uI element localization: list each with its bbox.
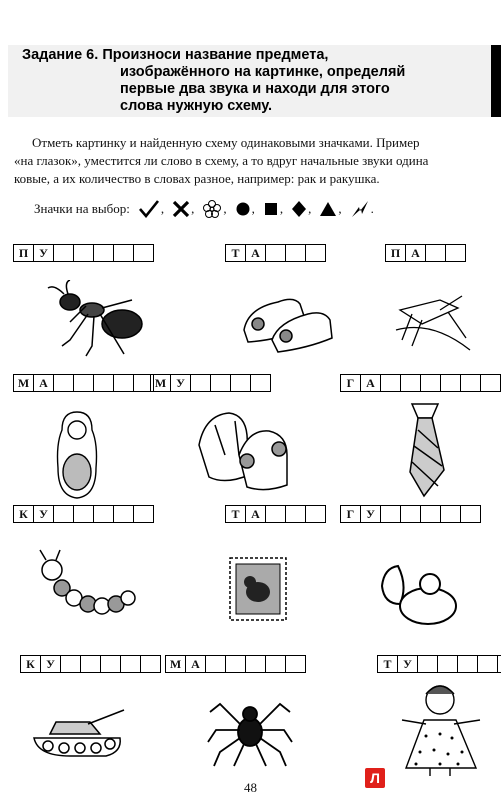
page-number: 48 [244,780,257,795]
scheme-cell[interactable]: К [20,655,41,673]
grasshopper-picture[interactable] [392,290,472,352]
scheme-cell[interactable] [440,505,461,523]
scheme-cell[interactable]: А [185,655,206,673]
scheme-cell[interactable] [53,374,74,392]
scheme-cell[interactable] [140,655,161,673]
scheme-cell[interactable]: Г [340,505,361,523]
scheme-cell[interactable] [60,655,81,673]
scheme-cell[interactable] [230,374,251,392]
square-icon [263,201,279,217]
symbols-label: Значки на выбор: [34,201,130,216]
scheme-cell[interactable] [437,655,458,673]
scheme-cell[interactable]: Т [377,655,398,673]
scheme-cell[interactable]: П [385,244,406,262]
scheme-cell[interactable] [417,655,438,673]
instructions [14,134,501,188]
diamond-icon [291,200,307,218]
scheme-cell[interactable] [93,505,114,523]
scheme-cell[interactable]: У [33,505,54,523]
task-title-line-4: слова нужную схему. [120,98,273,114]
scheme-cell[interactable] [440,374,461,392]
scheme-cell[interactable]: У [33,244,54,262]
scheme-cell[interactable]: У [397,655,418,673]
scheme-cell[interactable] [205,655,226,673]
scheme-cell[interactable] [480,374,501,392]
task-title-line-3: первые два звука и находи для этого [120,81,390,97]
word-scheme-1[interactable] [13,244,154,262]
scheme-cell[interactable] [460,374,481,392]
scheme-cell[interactable]: А [360,374,381,392]
scheme-cell[interactable]: А [33,374,54,392]
scheme-cell[interactable] [380,374,401,392]
scheme-cell[interactable] [53,244,74,262]
scheme-cell[interactable] [120,655,141,673]
scheme-cell[interactable] [425,244,446,262]
instructions-line-3: ковые, а их количество в словах разное, например: рак и ракушка. [14,171,380,186]
word-scheme-11[interactable] [165,655,306,673]
scheme-cell[interactable]: М [165,655,186,673]
scheme-cell[interactable] [100,655,121,673]
matryoshka-picture[interactable] [52,408,102,500]
symbols-row: Значки на выбор: , , , , , , , . [34,199,374,219]
scheme-cell[interactable] [225,655,246,673]
scheme-cell[interactable] [285,655,306,673]
scheme-cell[interactable] [400,374,421,392]
triangle-icon [319,201,337,217]
scheme-cell[interactable]: П [13,244,34,262]
scheme-cell[interactable] [190,374,211,392]
scheme-cell[interactable] [133,244,154,262]
scheme-cell[interactable] [420,505,441,523]
header-edge-bar [491,45,501,117]
scheme-cell[interactable] [497,655,501,673]
word-scheme-3[interactable] [385,244,466,262]
scheme-cell[interactable] [420,374,441,392]
scheme-cell[interactable]: У [170,374,191,392]
cross-icon [172,200,190,218]
scheme-cell[interactable] [265,244,286,262]
scheme-cell[interactable] [73,244,94,262]
scheme-cell[interactable] [113,505,134,523]
word-scheme-8[interactable] [225,505,326,523]
scheme-cell[interactable] [245,655,266,673]
publisher-logo: Л [365,768,385,788]
felt-slippers-picture[interactable] [195,405,295,495]
scheme-cell[interactable] [445,244,466,262]
scheme-cell[interactable] [53,505,74,523]
scheme-cell[interactable]: Г [340,374,361,392]
scheme-cell[interactable]: К [13,505,34,523]
word-scheme-5[interactable] [150,374,271,392]
lightning-icon [350,199,370,219]
caterpillar-picture[interactable] [38,548,138,622]
word-scheme-9[interactable] [340,505,481,523]
tank-picture[interactable] [30,704,126,758]
ant-picture[interactable] [40,280,150,360]
scheme-cell[interactable] [113,374,134,392]
scheme-cell[interactable] [80,655,101,673]
circle-icon [235,201,251,217]
scheme-cell[interactable] [457,655,478,673]
scheme-cell[interactable]: М [150,374,171,392]
postage-stamp-picture[interactable] [228,556,288,622]
scheme-cell[interactable]: А [245,505,266,523]
scheme-cell[interactable] [133,505,154,523]
heeled-slippers-picture[interactable] [238,282,338,354]
necktie-picture[interactable] [398,400,450,500]
task-header [22,47,482,115]
scheme-cell[interactable] [285,244,306,262]
scheme-cell[interactable] [73,374,94,392]
task-number: Задание 6. [22,47,99,63]
word-scheme-4[interactable] [13,374,154,392]
scheme-cell[interactable] [305,505,326,523]
task-title-line-1: Произноси название предмета, [102,47,329,63]
scheme-cell[interactable] [460,505,481,523]
scheme-cell[interactable]: А [405,244,426,262]
scheme-cell[interactable]: Т [225,505,246,523]
scheme-cell[interactable] [210,374,231,392]
scheme-cell[interactable] [250,374,271,392]
flower-icon [202,199,222,219]
scheme-cell[interactable] [93,244,114,262]
instructions-line-2: «на глазок», уместится ли слово в схему, а то вдруг начальные звуки одина [14,153,429,168]
instructions-line-1: Отметь картинку и найденную схему одинаковыми значками. Пример [32,135,420,150]
scheme-cell[interactable]: У [40,655,61,673]
doll-picture[interactable] [396,680,484,776]
scheme-cell[interactable] [285,505,306,523]
task-title-line-2: изображённого на картинке, определяй [120,64,406,80]
scheme-cell[interactable] [73,505,94,523]
scheme-cell[interactable] [265,505,286,523]
scheme-cell[interactable] [380,505,401,523]
scheme-cell[interactable] [305,244,326,262]
word-scheme-12[interactable] [377,655,501,673]
scheme-cell[interactable] [477,655,498,673]
checkmark-icon [138,200,160,218]
word-scheme-7[interactable] [13,505,154,523]
scheme-cell[interactable] [400,505,421,523]
pacifier-picture[interactable] [378,556,458,628]
scheme-cell[interactable] [113,244,134,262]
scheme-cell[interactable] [93,374,114,392]
scheme-cell[interactable]: М [13,374,34,392]
spider-picture[interactable] [206,686,294,772]
scheme-cell[interactable]: У [360,505,381,523]
scheme-cell[interactable]: Т [225,244,246,262]
scheme-cell[interactable] [265,655,286,673]
scheme-cell[interactable]: А [245,244,266,262]
word-scheme-6[interactable] [340,374,501,392]
word-scheme-10[interactable] [20,655,161,673]
word-scheme-2[interactable] [225,244,326,262]
